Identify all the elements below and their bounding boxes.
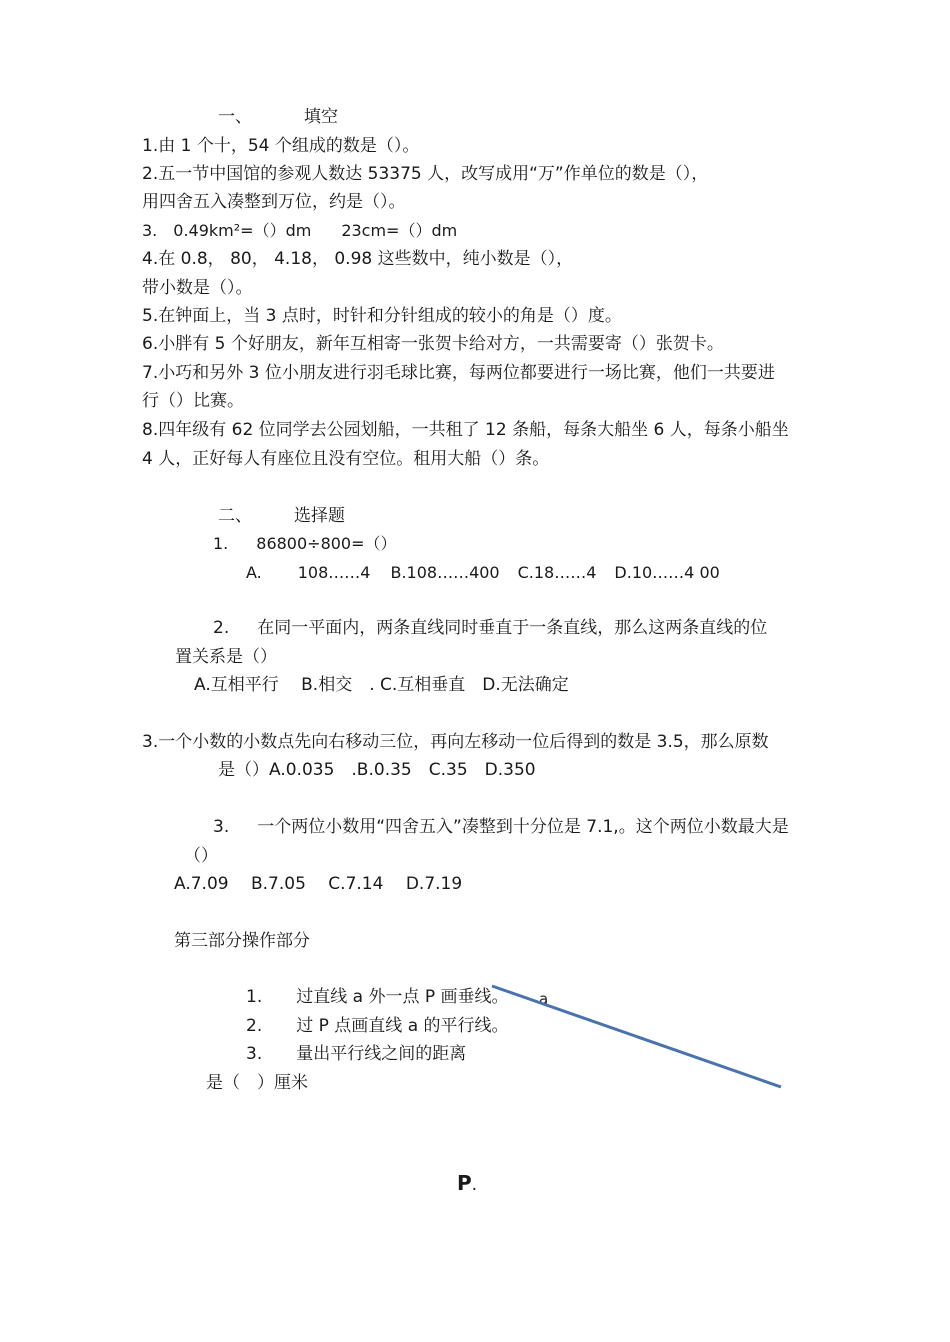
line-a	[492, 986, 781, 1087]
point-p	[457, 1172, 477, 1196]
question-2-3-line2: 是（）A.0.035 .B.0.35 C.35 D.350	[218, 760, 536, 780]
section3-title: 第三部分操作部分	[174, 931, 310, 951]
question-1-2-line2: 用四舍五入凑整到万位，约是（）。	[142, 192, 406, 212]
question-2-4-options: A.7.09 B.7.05 C.7.14 D.7.19	[174, 874, 463, 894]
option-c: C.18……4	[517, 563, 597, 582]
question-1-8-line1: 8.四年级有 62 位同学去公园划船，一共租了 12 条船，每条大船坐 6 人，每条小船坐	[142, 420, 789, 440]
question-1-6: 6.小胖有 5 个好朋友，新年互相寄一张贺卡给对方，一共需要寄（）张贺卡。	[142, 334, 724, 354]
question-1-7-line1: 7.小巧和另外 3 位小朋友进行羽毛球比赛，每两位都要进行一场比赛，他们一共要进	[142, 363, 775, 383]
question-2-2-line2: 置关系是（）	[175, 647, 277, 667]
question-1-4-line1: 4.在 0.8， 80， 4.18， 0.98 这些数中，纯小数是（），	[142, 249, 574, 269]
task-3-3-continuation: 是（ ）厘米	[206, 1073, 308, 1093]
question-2-2-number: 2.	[213, 618, 230, 638]
line-a-label: a	[539, 990, 549, 1008]
task-3-3-text: 量出平行线之间的距离	[296, 1044, 467, 1064]
question-1-3-part-a: 3. 0.49km²=（）dm	[142, 221, 312, 240]
option-a: 108……4	[297, 563, 371, 582]
question-2-3-line1: 3.一个小数的小数点先向右移动三位，再向左移动一位后得到的数是 3.5，那么原数	[142, 732, 769, 752]
question-2-4-line2: （）	[184, 846, 218, 866]
section1-number: 一、	[218, 107, 252, 127]
point-p-dot: .	[471, 1175, 478, 1195]
question-1-4-line2: 带小数是（）。	[142, 278, 253, 298]
question-2-4-number: 3.	[213, 817, 230, 837]
task-3-1-text: 过直线 a 外一点 P 画垂线。	[296, 987, 509, 1007]
task-3-2-text: 过 P 点画直线 a 的平行线。	[296, 1016, 509, 1036]
task-3-1-number: 1.	[246, 987, 263, 1007]
question-2-1-text: 86800÷800=（）	[256, 534, 397, 553]
question-2-1-number: 1.	[213, 534, 229, 553]
task-3-3-number: 3.	[246, 1044, 263, 1064]
question-1-1: 1.由 1 个十，54 个组成的数是（）。	[142, 136, 420, 156]
section2-title: 选择题	[294, 506, 345, 526]
option-a-label: A.	[246, 563, 262, 582]
question-2-2-options: A.互相平行 B.相交 . C.互相垂直 D.无法确定	[194, 675, 569, 695]
section1-title: 填空	[304, 107, 338, 127]
question-1-7-line2: 行（）比赛。	[142, 391, 244, 411]
point-p-label: P	[457, 1171, 472, 1195]
question-1-8-line2: 4 人，正好每人有座位且没有空位。租用大船（）条。	[142, 449, 550, 469]
section2-number: 二、	[218, 506, 252, 526]
question-2-2-text: 在同一平面内，两条直线同时垂直于一条直线，那么这两条直线的位	[257, 618, 768, 638]
question-1-2-line1: 2.五一节中国馆的参观人数达 53375 人，改写成用“万”作单位的数是（），	[142, 164, 709, 184]
question-2-4-text: 一个两位小数用“四舍五入”凑整到十分位是 7.1,。这个两位小数最大是	[257, 817, 789, 837]
question-1-3-part-b: 23cm=（）dm	[341, 221, 458, 240]
task-3-2-number: 2.	[246, 1016, 263, 1036]
option-b: B.108……400	[390, 563, 500, 582]
option-d: D.10……4 00	[614, 563, 720, 582]
question-1-5: 5.在钟面上，当 3 点时，时针和分针组成的较小的角是（）度。	[142, 306, 622, 326]
